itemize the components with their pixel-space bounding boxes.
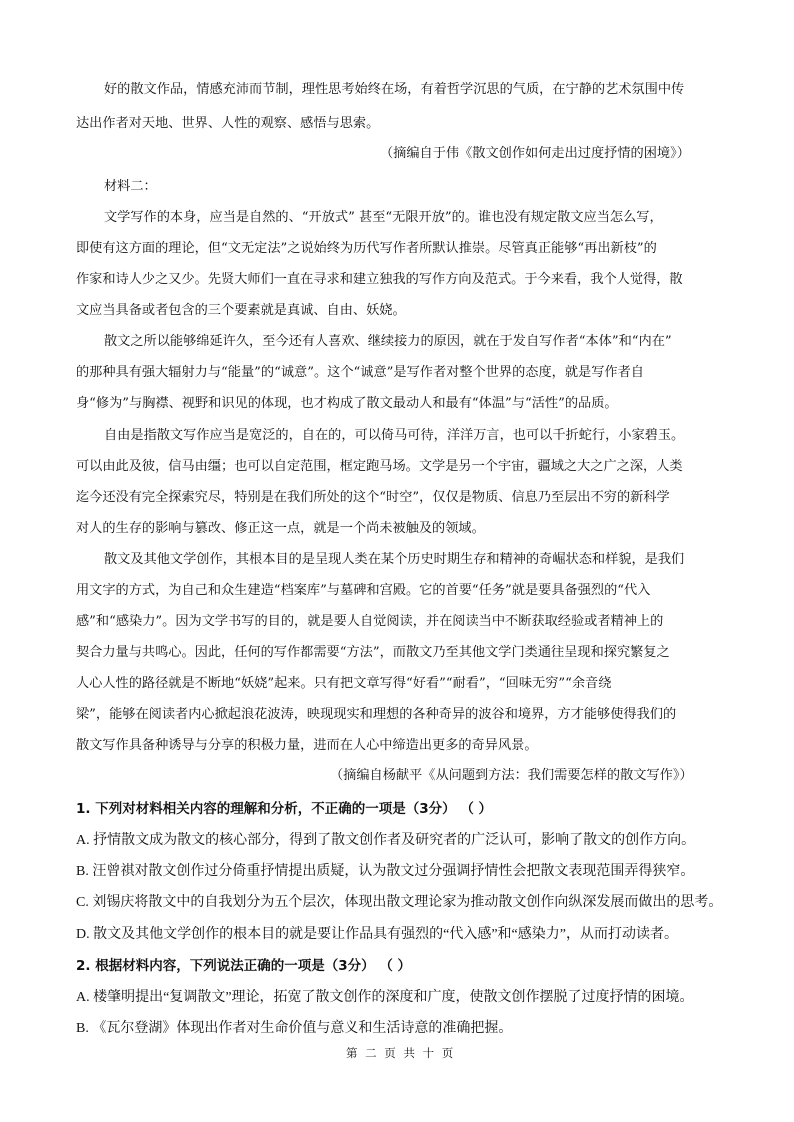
text-line: 散文及其他文学创作，其根本目的是呈现人类在某个历史时期生存和精神的奇崛状态和样貌，是我们	[104, 552, 685, 567]
question-1-option-d: D. 散文及其他文学创作的根本目的就是要让作品具有强烈的“代入感”和“感染力”，从而打动读者。	[76, 927, 678, 942]
text-line: 人心人性的路径就是不断地“妖娆”起来。只有把文章写得“好看”“耐看”，“回味无穷”“余音绕	[76, 676, 612, 691]
source-citation: （摘编自于伟《散文创作如何走出过度抒情的困境》）	[380, 146, 690, 161]
text-line: 散文写作具备种诱导与分享的积极力量，进而在人心中缔造出更多的奇异风景。	[76, 738, 538, 753]
section-heading: 材料二：	[104, 179, 157, 194]
page-footer: 第 二 页 共 十 页	[346, 1046, 456, 1060]
text-line: 自由是指散文写作应当是宽泛的，自在的，可以倚马可待，洋洋万言，也可以千折蛇行，小家碧玉。	[104, 428, 685, 443]
text-line: 文应当具备或者包含的三个要素就是真诚、自由、妖娆。	[76, 303, 406, 318]
text-line: 梁”，能够在阅读者内心掀起浪花波涛，映现现实和理想的各种奇异的波谷和境界，方才能够使得我们的	[76, 707, 677, 722]
text-line: 达出作者对天地、世界、人性的观察、感悟与思索。	[76, 116, 380, 131]
text-line: 契合力量与共鸣心。因此，任何的写作都需要“方法”，而散文乃至其他文学门类通往呈现和探究繁复之	[76, 645, 670, 660]
text-line: 对人的生存的影响与篡改、修正这一点，就是一个尚未被触及的领域。	[76, 521, 485, 536]
text-line: 迄今还没有完全探索究尽，特别是在我们所处的这个“时空”，仅仅是物质、信息乃至层出不穷的新科学	[76, 490, 670, 505]
text-line: 文学写作的本身，应当是自然的、“开放式” 甚至“无限开放”的。谁也没有规定散文应当怎么写，	[104, 210, 663, 225]
question-1-option-c: C. 刘锡庆将散文中的自我划分为五个层次，体现出散文理论家为推动散文创作向纵深发展而做出的思考。	[76, 895, 723, 910]
text-line: 身“修为”与胸襟、视野和识见的体现，也才构成了散文最动人和最有“体温”与“活性”的品质。	[76, 396, 618, 411]
question-2-option-b: B. 《瓦尔登湖》体现出作者对生命价值与意义和生活诗意的准确把握。	[76, 1021, 513, 1036]
text-line: 即使有这方面的理论，但“文无定法”之说始终为历代写作者所默认推崇。尽管真正能够“再出新枝”的	[76, 241, 657, 256]
question-1-option-a: A. 抒情散文成为散文的核心部分，得到了散文创作者及研究者的广泛认可，影响了散文的创作方向。	[76, 833, 696, 848]
text-line: 的那种具有强大辐射力与“能量”的“诚意”。这个“诚意”是写作者对整个世界的态度，就是写作者自	[76, 365, 644, 380]
text-line: 感”和“感染力”。因为文学书写的目的，就是要人自觉阅读，并在阅读当中不断获取经验或者精神上的	[76, 614, 664, 629]
question-1-option-b: B. 汪曾祺对散文创作过分倚重抒情提出质疑，认为散文过分强调抒情性会把散文表现范围弄得狭窄。	[76, 864, 695, 879]
text-line: 好的散文作品，情感充沛而节制，理性思考始终在场，有着哲学沉思的气质，在宁静的艺术氛围中传	[104, 82, 685, 97]
text-line: 作家和诗人少之又少。先贤大师们一直在寻求和建立独我的写作方向及范式。于今来看，我个人觉得，散	[76, 272, 683, 287]
source-citation: （摘编自杨献平《从问题到方法：我们需要怎样的散文写作》）	[330, 768, 693, 783]
text-line: 可以由此及彼，信马由缰；也可以自定范围，框定跑马场。文学是另一个宇宙，疆域之大之广之深，人类	[76, 459, 683, 474]
question-1-title: 1. 下列对材料相关内容的理解和分析，不正确的一项是（3分） （ ）	[76, 801, 493, 817]
text-line: 用文字的方式，为自己和众生建造“档案库”与墓碑和宫殿。它的首要“任务”就是要具备强烈的“代入	[76, 583, 651, 598]
question-2-title: 2. 根据材料内容，下列说法正确的一项是（3分） （ ）	[76, 958, 412, 974]
text-line: 散文之所以能够绵延许久，至今还有人喜欢、继续接力的原因，就在于发自写作者“本体”和“内在”	[104, 334, 672, 349]
question-2-option-a: A. 楼肇明提出“复调散文”理论，拓宽了散文创作的深度和广度，使散文创作摆脱了过度抒情的困境。	[76, 990, 694, 1005]
